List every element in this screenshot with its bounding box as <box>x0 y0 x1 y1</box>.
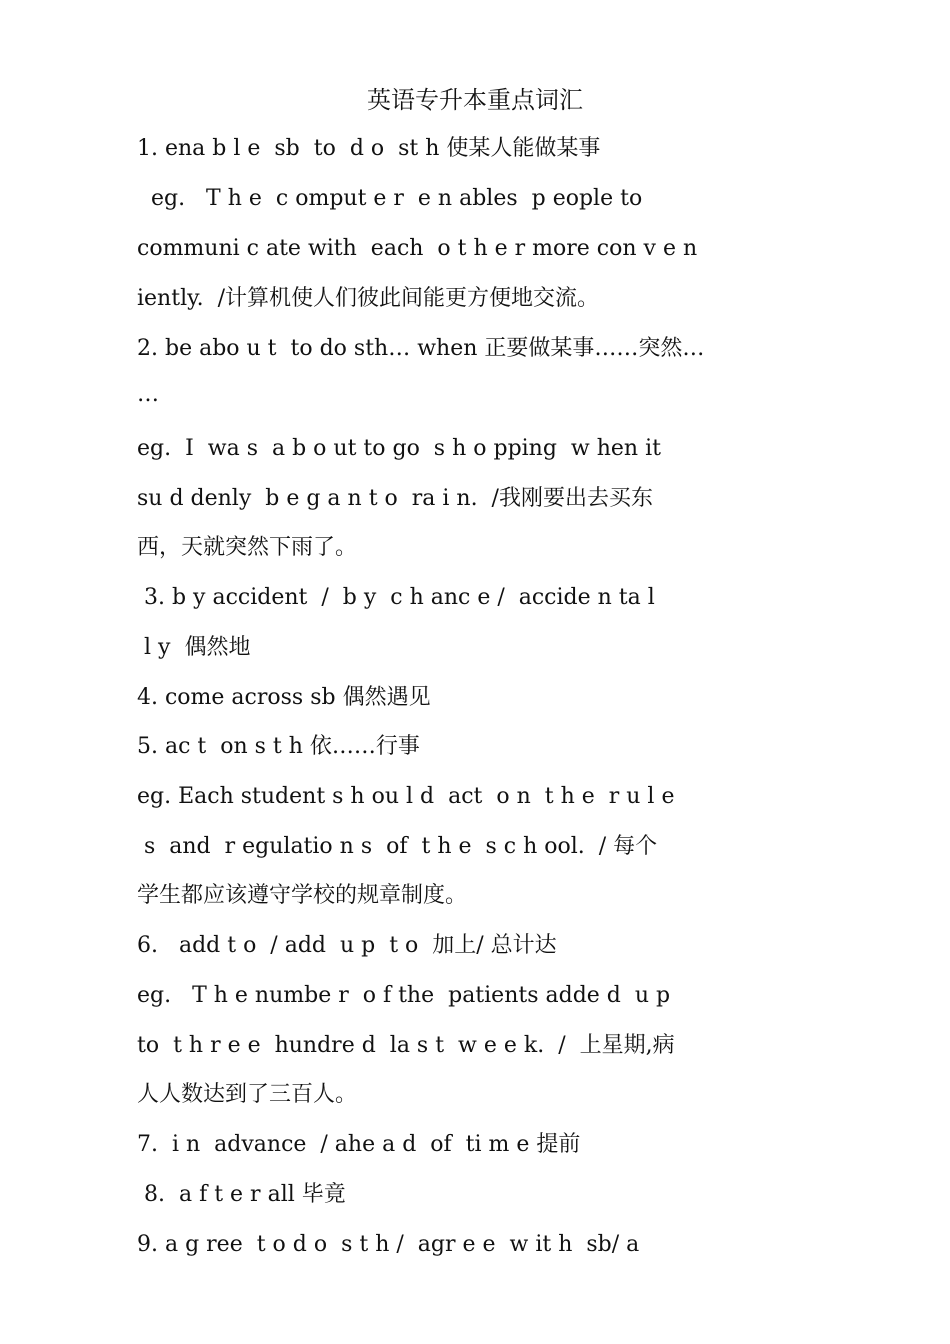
vocab-line-1: 1. ena b l e sb to d o st h 使某人能做某事 <box>137 136 601 161</box>
example-line-1c: iently. /计算机使人们彼此间能更方便地交流。 <box>137 286 600 311</box>
example-line-5b: s and r egulatio n s of t h e s c h ool. / 每个 <box>137 834 658 859</box>
document-title: 英语专升本重点词汇 <box>367 86 583 114</box>
vocab-line-3-cont: l y 偶然地 <box>137 635 251 660</box>
example-line-5a: eg. Each student s h ou l d act o n t h e r u l e <box>137 784 675 809</box>
example-line-5c: 学生都应该遵守学校的规章制度。 <box>137 883 468 908</box>
example-line-6a: eg. T h e numbe r o f the patients adde d u p <box>137 983 671 1008</box>
example-line-1a: eg. T h e c omput e r e n ables p eople to <box>137 186 643 211</box>
example-line-2b: su d denly b e g a n t o ra i n. /我刚要出去买东 <box>137 486 653 511</box>
example-line-6b: to t h r e e hundre d la s t w e e k. / 上星期,病 <box>137 1033 675 1058</box>
example-line-2c: 西，天就突然下雨了。 <box>137 535 358 560</box>
vocab-line-4: 4. come across sb 偶然遇见 <box>137 685 431 710</box>
vocab-line-3: 3. b y accident / b y c h anc e / accide n ta l <box>137 585 655 610</box>
example-line-6c: 人人数达到了三百人。 <box>137 1082 358 1107</box>
vocab-line-6: 6. add t o / add u p t o 加上/ 总计达 <box>137 933 557 958</box>
vocab-line-8: 8. a f t e r all 毕竟 <box>137 1182 346 1207</box>
vocab-line-9: 9. a g ree t o d o s t h / agr e e w it h sb/ a <box>137 1232 640 1257</box>
example-line-1b: communi c ate with each o t h e r more con v e n <box>137 236 698 261</box>
vocab-line-7: 7. i n advance / ahe a d of ti m e 提前 <box>137 1132 581 1157</box>
vocab-line-2: 2. be abo u t to do sth… when 正要做某事……突然… <box>137 336 705 361</box>
vocab-line-2-cont: … <box>137 382 159 407</box>
vocab-line-5: 5. ac t on s t h 依……行事 <box>137 734 420 759</box>
example-line-2a: eg. I wa s a b o ut to go s h o pping w hen it <box>137 436 661 461</box>
